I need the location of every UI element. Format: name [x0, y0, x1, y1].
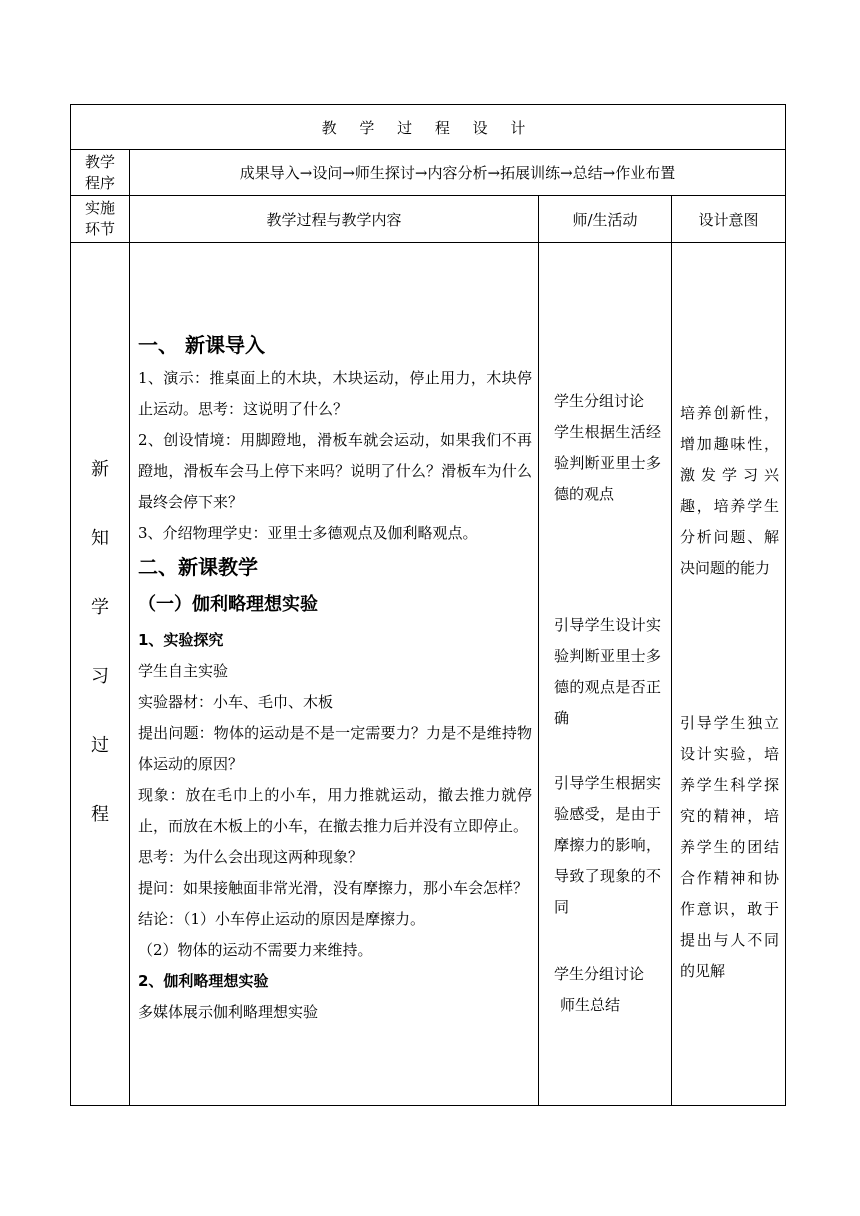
content-paragraph: 多媒体展示伽利略理想实验: [138, 1002, 319, 1021]
content-paragraph: 提问：如果接触面非常光滑，没有摩擦力，那小车会怎样？: [138, 878, 529, 897]
content-paragraph: 思考：为什么会出现这两种现象？: [138, 847, 364, 866]
content-paragraph: 提出问题：物体的运动是不是一定需要力？力是不是维持物体运动的原因？: [138, 723, 532, 773]
subsection-heading: （一）伽利略理想实验: [138, 593, 318, 615]
activity-text: 引导学生设计实验判断亚里士多德的观点是否正确: [554, 615, 661, 727]
activity-text: 学生分组讨论: [554, 964, 645, 983]
content-paragraph: 3、介绍物理学史：亚里士多德观点及伽利略观点。: [138, 523, 478, 542]
stage-char: 习: [91, 666, 109, 687]
stage-label-line2: 环节: [84, 220, 115, 238]
activity-text: 学生分组讨论: [554, 391, 645, 410]
content-paragraph: 1、演示：推桌面上的木块，木块运动，停止用力，木块停止运动。思考：这说明了什么？: [138, 368, 532, 418]
stage-name-cell: [71, 243, 130, 1106]
stage-label-line1: 实施: [84, 199, 115, 217]
header-content: 教学过程与教学内容: [130, 196, 539, 243]
step-heading-1: 1、实验探究: [138, 630, 224, 649]
step-heading-2: 2、伽利略理想实验: [138, 971, 269, 990]
stage-char: 知: [91, 528, 109, 549]
activity-text: 引导学生根据实验感受，是由于摩擦力的影响，导致了现象的不同: [554, 773, 661, 916]
program-label: [71, 150, 130, 196]
activity-cell: [539, 243, 672, 1106]
program-label-line2: 程序: [84, 173, 115, 192]
content-paragraph: 结论：（1）小车停止运动的原因是摩擦力。: [138, 909, 426, 928]
intent-text: 引导学生独立设计实验，培养学生科学探究的精神，培养学生的团结合作精神和协作意识，敢于提出与人不同的见解: [680, 713, 780, 980]
content-paragraph: 学生自主实验: [138, 661, 229, 680]
table-title: 教 学 过 程 设 计: [71, 105, 786, 150]
intent-text: 培养创新性，增加趣味性，激发学习兴趣，培养学生分析问题、解决问题的能力: [680, 403, 780, 577]
stage-char: 新: [91, 459, 109, 480]
content-paragraph: 2、创设情境：用脚蹬地，滑板车就会运动，如果我们不再蹬地，滑板车会马上停下来吗？说明了什么？滑板车为什么最终会停下来？: [138, 430, 532, 511]
activity-text: 师生总结: [560, 995, 621, 1014]
stage-label: [71, 196, 130, 243]
section-heading-2: 二、新课教学: [138, 554, 258, 579]
header-intent: 设计意图: [672, 196, 786, 243]
content-cell: [130, 243, 539, 1106]
content-paragraph: （2）物体的运动不需要力来维持。: [138, 940, 373, 959]
stage-char: 过: [91, 735, 109, 756]
program-label-line1: 教学: [84, 152, 115, 171]
teaching-process-table: [70, 104, 786, 1106]
intent-cell: [672, 243, 786, 1106]
content-paragraph: 现象：放在毛巾上的小车，用力推就运动，撤去推力就停止，而放在木板上的小车，在撤去推力后并没有立即停止。: [138, 785, 532, 835]
program-value: 成果导入→设问→师生探讨→内容分析→拓展训练→总结→作业布置: [130, 150, 786, 196]
section-heading-1: 一、 新课导入: [138, 332, 265, 357]
content-paragraph: 实验器材：小车、毛巾、木板: [138, 692, 334, 711]
stage-char: 学: [91, 597, 109, 618]
activity-text: 学生根据生活经验判断亚里士多德的观点: [554, 422, 661, 503]
header-activity: 师/生活动: [539, 196, 672, 243]
stage-char: 程: [91, 804, 109, 825]
